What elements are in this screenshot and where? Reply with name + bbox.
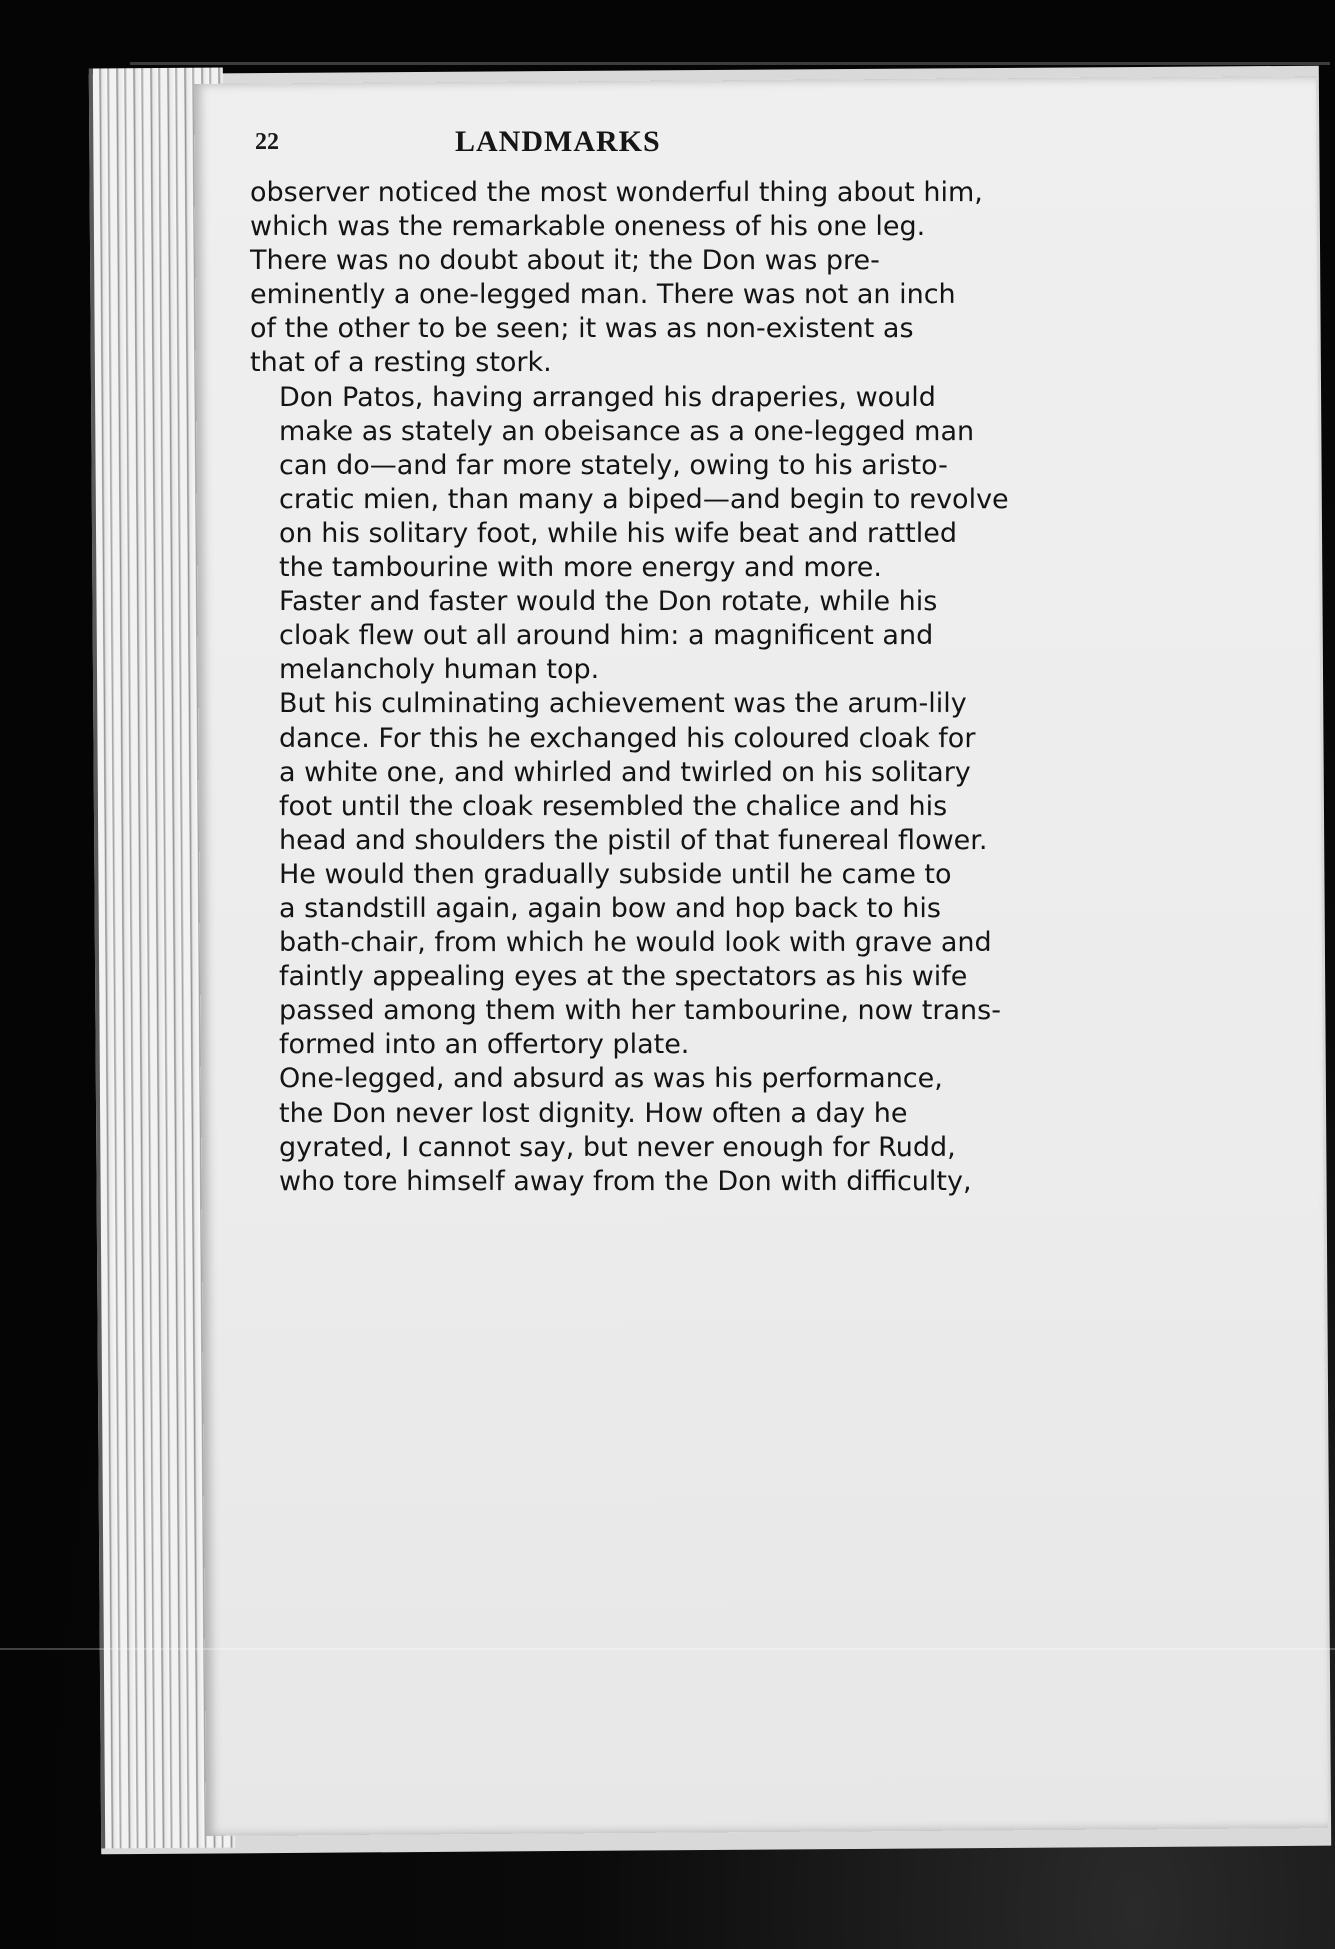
paragraph [250, 176, 1050, 381]
paragraph [250, 687, 1050, 857]
text-line: on his solitary foot, while his wife beat and rattled [279, 517, 958, 549]
text-line: Faster and faster would the Don rotate, while his [279, 586, 938, 618]
text-line: can do—and far more stately, owing to his aristo- [279, 449, 948, 481]
text-line: cratic mien, than many a biped—and begin to revolve [279, 483, 1009, 515]
text-line: melancholy human top. [279, 654, 600, 686]
text-line: that of a resting stork. [250, 347, 552, 379]
text-line: eminently a one-legged man. There was not an inch [250, 279, 956, 311]
text-line: There was no doubt about it; the Don was pre- [250, 245, 880, 277]
text-line: a white one, and whirled and twirled on his solitary [279, 756, 971, 788]
text-line: head and shoulders the pistil of that funereal flower. [279, 824, 988, 856]
paragraph [250, 381, 1050, 586]
text-line: a standstill again, again bow and hop back to his [279, 892, 941, 924]
paragraph [250, 858, 1050, 1063]
text-line: bath-chair, from which he would look with grave and [279, 927, 992, 959]
book-top-edge [130, 62, 1330, 65]
text-line: But his culminating achievement was the arum-lily [279, 688, 967, 720]
text-line: One-legged, and absurd as was his performance, [279, 1063, 943, 1095]
text-line: dance. For this he exchanged his coloured cloak for [279, 722, 976, 754]
text-line: observer noticed the most wonderful thing about him, [250, 177, 983, 208]
text-line: He would then gradually subside until he came to [279, 858, 952, 890]
text-line: the Don never lost dignity. How often a day he [279, 1097, 908, 1129]
page-header [255, 125, 1055, 165]
body-text [250, 176, 1050, 1199]
paragraph [250, 585, 1050, 687]
scan-artifact-line [0, 1648, 1335, 1650]
text-line: gyrated, I cannot say, but never enough for Rudd, [279, 1131, 956, 1163]
text-line: foot until the cloak resembled the chalice and his [279, 790, 948, 822]
text-line: who tore himself away from the Don with difficulty, [279, 1165, 972, 1197]
paragraph [250, 1062, 1050, 1198]
running-head: LANDMARKS [455, 125, 661, 158]
text-line: Don Patos, having arranged his draperies, would [279, 381, 936, 413]
text-line: the tambourine with more energy and more. [279, 552, 882, 584]
text-line: cloak flew out all around him: a magnificent and [279, 620, 934, 652]
text-line: make as stately an obeisance as a one-legged man [279, 415, 975, 447]
text-line: of the other to be seen; it was as non-existent as [250, 313, 914, 345]
page-number: 22 [255, 129, 279, 155]
text-line: faintly appealing eyes at the spectators as his wife [279, 961, 968, 993]
text-line: which was the remarkable oneness of his one leg. [250, 211, 926, 243]
text-line: formed into an offertory plate. [279, 1029, 690, 1061]
text-line: passed among them with her tambourine, now trans- [279, 995, 1001, 1027]
